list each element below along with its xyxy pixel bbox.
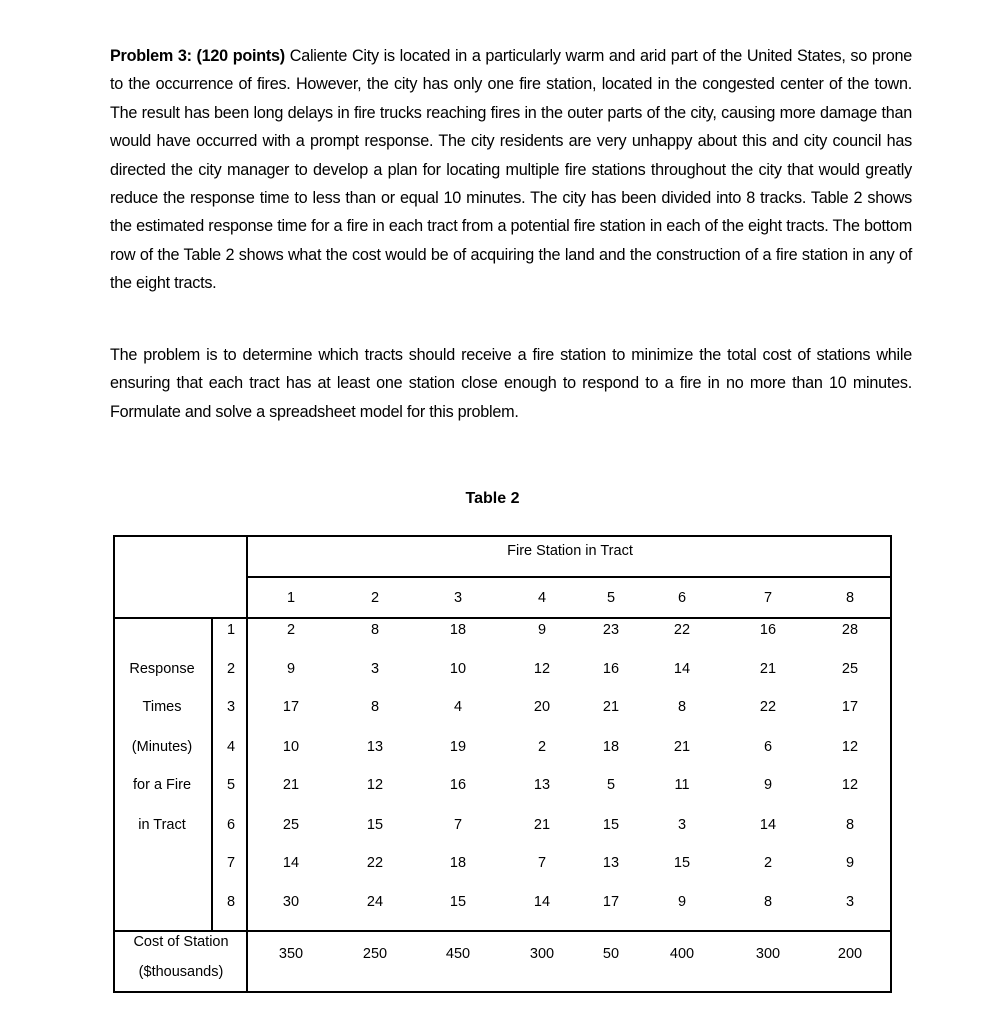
table-cell: 4 xyxy=(453,699,463,715)
table-title: Table 2 xyxy=(465,490,520,507)
cost-cell: 350 xyxy=(278,946,304,962)
column-header: 7 xyxy=(763,590,773,606)
row-header: 4 xyxy=(226,739,236,755)
problem-paragraph-1 xyxy=(110,42,912,298)
table-cell: 20 xyxy=(533,699,551,715)
table-cell: 15 xyxy=(366,817,384,833)
row-group-label: for a Fire xyxy=(132,777,192,793)
row-header: 5 xyxy=(226,777,236,793)
table-cell: 24 xyxy=(366,894,384,910)
table-cell: 15 xyxy=(673,855,691,871)
table-cell: 10 xyxy=(449,661,467,677)
row-header: 8 xyxy=(226,894,236,910)
cost-label: ($thousands) xyxy=(138,964,224,980)
column-header: 3 xyxy=(453,590,463,606)
table-cell: 9 xyxy=(537,622,547,638)
table-cell: 17 xyxy=(282,699,300,715)
table-cell: 18 xyxy=(602,739,620,755)
cost-cell: 450 xyxy=(445,946,471,962)
response-time-table xyxy=(113,535,892,993)
table-cell: 14 xyxy=(759,817,777,833)
divider xyxy=(246,576,891,578)
table-cell: 12 xyxy=(841,777,859,793)
table-cell: 13 xyxy=(533,777,551,793)
table-cell: 7 xyxy=(537,855,547,871)
row-header: 3 xyxy=(226,699,236,715)
problem-paragraph-1-text: Caliente City is located in a particularly warm and arid part of the United States, so prone to the occurrence of fires. However, the city has only one fire station, located in the congested center of the town. The result has been long delays in fire trucks reaching fires in the outer parts of the city, causing more damage than would have occurred with a prompt response. The city residents are very unhappy about this and city council has directed the city manager to develop a plan for locating multiple fire stations throughout the city that would greatly reduce the response time to less than or equal 10 minutes. The city has been divided into 8 tracks. Table 2 shows the estimated response time for a fire in each tract from a potential fire station in each of the eight tracts. The bottom row of the Table 2 shows what the cost would be of acquiring the land and the construction of a fire station in any of the eight tracts. xyxy=(110,47,912,293)
table-cell: 2 xyxy=(537,739,547,755)
problem-heading: Problem 3: (120 points) xyxy=(110,47,285,65)
divider xyxy=(115,617,890,619)
cost-cell: 250 xyxy=(362,946,388,962)
table-cell: 3 xyxy=(845,894,855,910)
table-cell: 13 xyxy=(602,855,620,871)
row-group-label: in Tract xyxy=(138,817,186,833)
table-cell: 8 xyxy=(370,622,380,638)
row-header: 7 xyxy=(226,855,236,871)
table-cell: 3 xyxy=(370,661,380,677)
table-cell: 16 xyxy=(449,777,467,793)
table-cell: 14 xyxy=(673,661,691,677)
table-cell: 15 xyxy=(449,894,467,910)
column-group-header: Fire Station in Tract xyxy=(507,543,633,559)
table-cell: 9 xyxy=(763,777,773,793)
table-cell: 22 xyxy=(366,855,384,871)
table-cell: 25 xyxy=(282,817,300,833)
row-group-label: Response xyxy=(129,661,195,677)
table-cell: 21 xyxy=(602,699,620,715)
table-cell: 16 xyxy=(759,622,777,638)
table-cell: 13 xyxy=(366,739,384,755)
table-cell: 11 xyxy=(674,777,690,793)
table-cell: 8 xyxy=(677,699,687,715)
table-cell: 8 xyxy=(370,699,380,715)
table-cell: 17 xyxy=(602,894,620,910)
row-group-label: (Minutes) xyxy=(131,739,193,755)
column-header: 6 xyxy=(677,590,687,606)
divider xyxy=(211,619,213,932)
table-cell: 21 xyxy=(282,777,300,793)
table-cell: 12 xyxy=(366,777,384,793)
table-cell: 25 xyxy=(841,661,859,677)
table-cell: 21 xyxy=(673,739,691,755)
table-cell: 2 xyxy=(286,622,296,638)
table-cell: 12 xyxy=(533,661,551,677)
column-header: 4 xyxy=(537,590,547,606)
row-header: 6 xyxy=(226,817,236,833)
table-cell: 12 xyxy=(841,739,859,755)
table-cell: 8 xyxy=(763,894,773,910)
column-header: 2 xyxy=(370,590,380,606)
divider xyxy=(115,930,890,932)
column-header: 1 xyxy=(286,590,296,606)
cost-cell: 300 xyxy=(755,946,781,962)
row-header: 2 xyxy=(226,661,236,677)
table-cell: 14 xyxy=(533,894,551,910)
table-cell: 16 xyxy=(602,661,620,677)
table-cell: 30 xyxy=(282,894,300,910)
cost-label: Cost of Station xyxy=(133,934,229,950)
table-cell: 5 xyxy=(606,777,616,793)
table-cell: 6 xyxy=(763,739,773,755)
cost-cell: 50 xyxy=(602,946,620,962)
table-cell: 21 xyxy=(759,661,777,677)
table-cell: 22 xyxy=(673,622,691,638)
table-cell: 17 xyxy=(841,699,859,715)
table-cell: 7 xyxy=(453,817,463,833)
table-cell: 9 xyxy=(286,661,296,677)
table-cell: 22 xyxy=(759,699,777,715)
table-cell: 2 xyxy=(763,855,773,871)
problem-paragraph-2: The problem is to determine which tracts should receive a fire station to minimize the total cost of stations while ensuring that each tract has at least one station close enough to respond to a fire in no more than 10 minutes. Formulate and solve a spreadsheet model for this problem. xyxy=(110,346,912,421)
table-cell: 28 xyxy=(841,622,859,638)
table-cell: 9 xyxy=(845,855,855,871)
divider xyxy=(246,537,248,991)
table-cell: 9 xyxy=(677,894,687,910)
column-header: 5 xyxy=(606,590,616,606)
cost-cell: 400 xyxy=(669,946,695,962)
row-header: 1 xyxy=(226,622,236,638)
table-cell: 3 xyxy=(677,817,687,833)
table-cell: 23 xyxy=(602,622,620,638)
table-cell: 18 xyxy=(449,622,467,638)
column-header: 8 xyxy=(845,590,855,606)
row-group-label: Times xyxy=(142,699,182,715)
cost-cell: 300 xyxy=(529,946,555,962)
table-cell: 14 xyxy=(282,855,300,871)
table-cell: 18 xyxy=(449,855,467,871)
table-cell: 21 xyxy=(533,817,551,833)
table-cell: 10 xyxy=(282,739,300,755)
table-cell: 19 xyxy=(449,739,467,755)
cost-cell: 200 xyxy=(837,946,863,962)
table-cell: 8 xyxy=(845,817,855,833)
table-cell: 15 xyxy=(602,817,620,833)
